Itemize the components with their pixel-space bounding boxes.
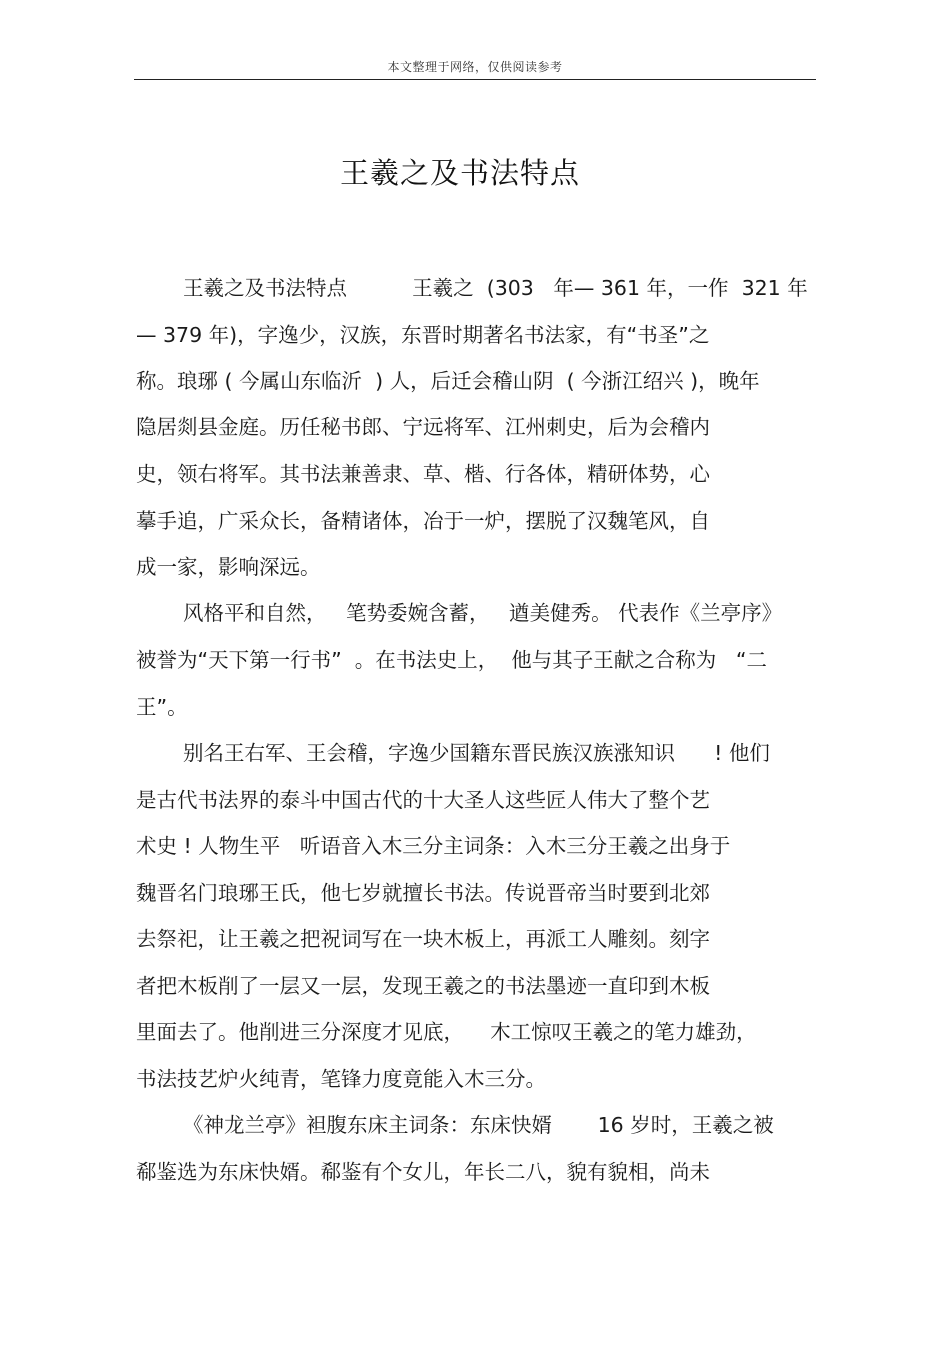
- body-line: 术史 ! 人物生平 听语音入木三分主词条：入木三分王羲之出身于: [136, 834, 731, 858]
- body-line: 隐居剡县金庭。历任秘书郎、宁远将军、江州刺史，后为会稽内: [136, 415, 710, 439]
- body-line: 者把木板削了一层又一层，发现王羲之的书法墨迹一直印到木板: [136, 974, 710, 998]
- body-line: 成一家，影响深远。: [136, 555, 321, 579]
- body-line: 去祭祀，让王羲之把祝词写在一块木板上，再派工人雕刻。刻字: [136, 927, 710, 951]
- body-line: 称。琅琊 ( 今属山东临沂 ) 人，后迁会稽山阴 ( 今浙江绍兴 )，晚年: [136, 369, 760, 393]
- body-line: 《神龙兰亭》袒腹东床主词条：东床快婿 16 岁时，王羲之被: [183, 1113, 774, 1137]
- body-line: 里面去了。他削进三分深度才见底， 木工惊叹王羲之的笔力雄劲，: [136, 1020, 757, 1044]
- body-line: — 379 年)，字逸少，汉族，东晋时期著名书法家，有“书圣”之: [136, 323, 710, 347]
- body-line: 摹手追，广采众长，备精诸体，冶于一炉，摆脱了汉魏笔风，自: [136, 509, 710, 533]
- header-note: 本文整理于网络，仅供阅读参考: [387, 60, 563, 74]
- header-divider: [134, 79, 816, 80]
- body-line: 被誉为“天下第一行书” 。在书法史上， 他与其子王献之合称为 “二: [136, 648, 767, 672]
- body-line: 魏晋名门琅琊王氏，他七岁就擅长书法。传说晋帝当时要到北郊: [136, 881, 710, 905]
- body-line: 风格平和自然， 笔势委婉含蓄， 遒美健秀。 代表作《兰亭序》: [183, 601, 783, 625]
- body-line: 郗鉴选为东床快婿。郗鉴有个女儿，年长二八，貌有貌相，尚未: [136, 1160, 710, 1184]
- body-line: 书法技艺炉火纯青，笔锋力度竟能入木三分。: [136, 1067, 546, 1091]
- body-line: 王”。: [136, 695, 188, 719]
- body-line: 是古代书法界的泰斗中国古代的十大圣人这些匠人伟大了整个艺: [136, 788, 710, 812]
- body-line: 史，领右将军。其书法兼善隶、草、楷、行各体，精研体势，心: [136, 462, 710, 486]
- body-line: 王羲之及书法特点 王羲之 (303 年— 361 年，一作 321 年: [183, 276, 808, 300]
- document-title: 王羲之及书法特点: [339, 156, 580, 190]
- body-line: 别名王右军、王会稽，字逸少国籍东晋民族汉族涨知识 ! 他们: [183, 741, 770, 765]
